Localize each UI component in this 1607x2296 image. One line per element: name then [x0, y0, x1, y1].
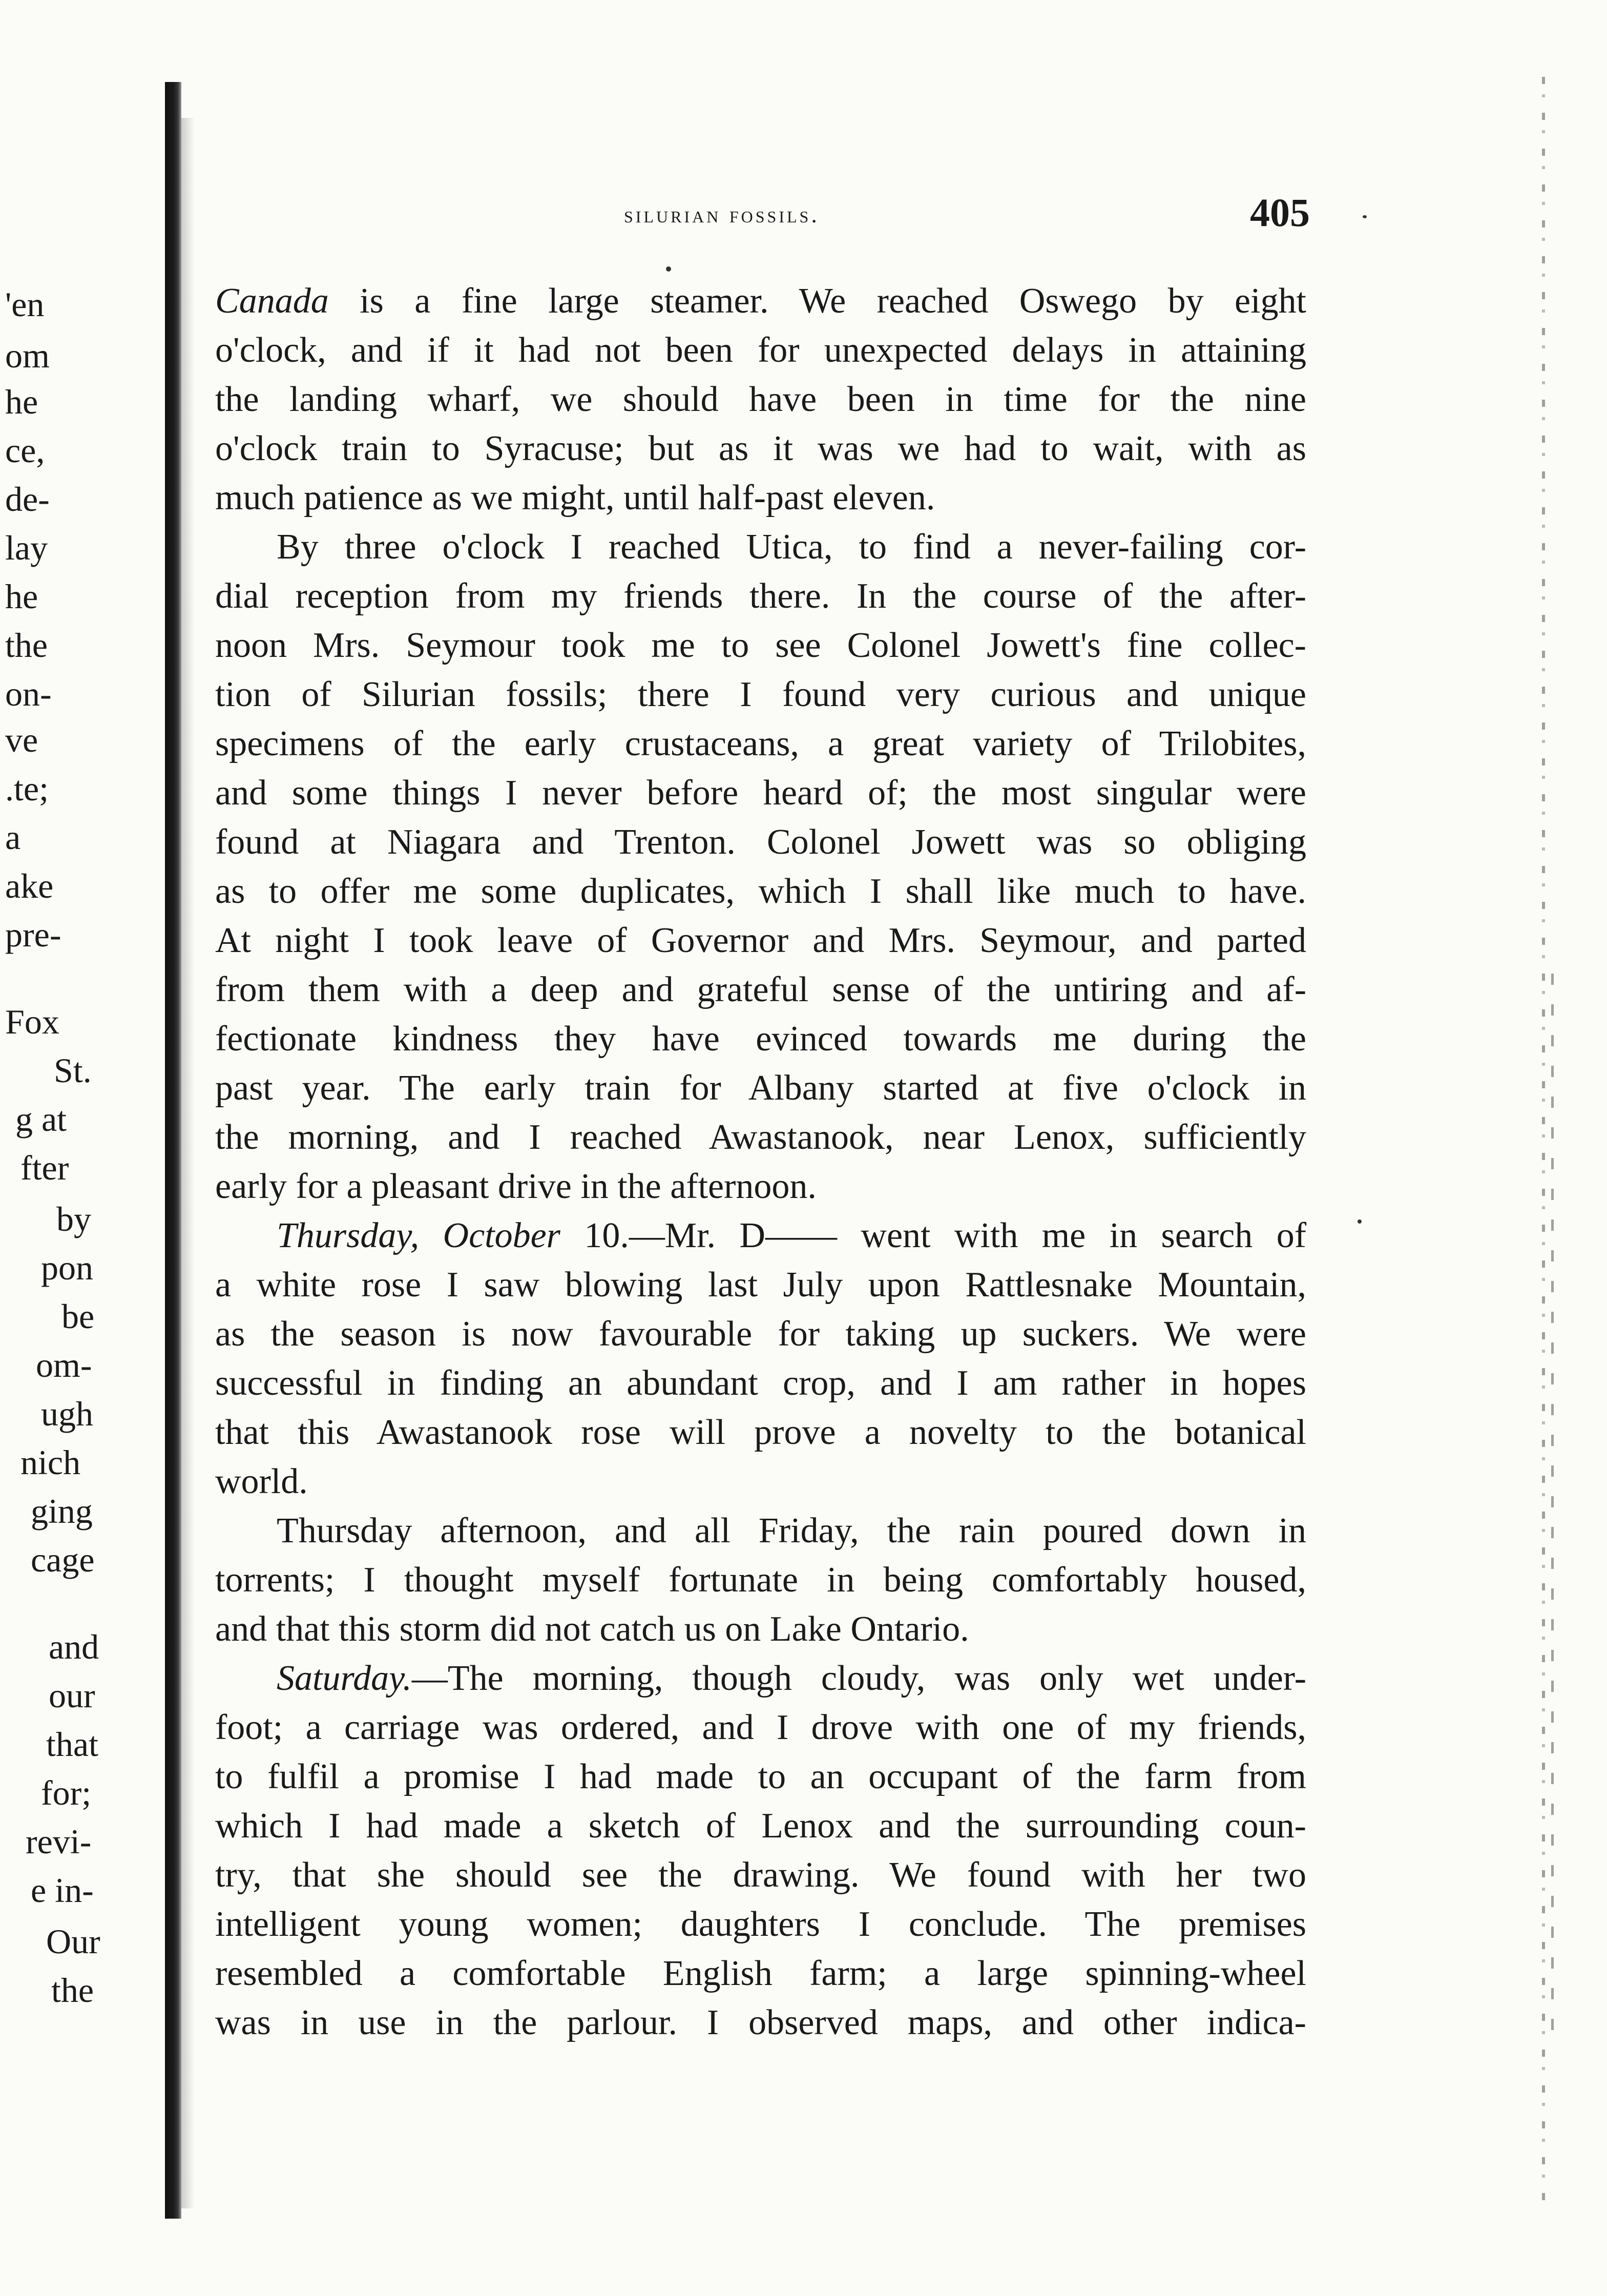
line-text: past year. The early train for Albany started at five o'clock in	[215, 1068, 1306, 1108]
facing-page-fragment: ve	[5, 720, 38, 759]
text-line	[215, 326, 1306, 375]
facing-page-fragment: 'en	[5, 285, 45, 324]
facing-page-fragment: Fox	[5, 1002, 59, 1041]
facing-page-fragment: he	[5, 577, 38, 616]
facing-page-fragment: ging	[31, 1492, 93, 1530]
text-line	[215, 1457, 1306, 1506]
line-text: is a fine large steamer. We reached Oswego by eight	[328, 281, 1306, 321]
line-text: try, that she should see the drawing. We found with her two	[215, 1855, 1306, 1895]
line-text: from them with a deep and grateful sense of the untiring and af-	[215, 970, 1306, 1009]
line-text: specimens of the early crustaceans, a great variety of Trilobites,	[215, 724, 1306, 763]
facing-page-fragment: Our	[46, 1922, 100, 1961]
line-text: intelligent young women; daughters I conclude. The premises	[215, 1905, 1306, 1944]
line-text: o'clock train to Syracuse; but as it was we had to wait, with as	[215, 429, 1306, 468]
italic-text: Thursday, October	[277, 1216, 560, 1255]
text-line	[215, 1211, 1306, 1260]
line-text: By three o'clock I reached Utica, to find a never-failing cor-	[277, 527, 1306, 567]
line-text: found at Niagara and Trenton. Colonel Jowett was so obliging	[215, 822, 1306, 862]
text-line	[215, 1113, 1306, 1162]
text-line	[215, 818, 1306, 867]
facing-page-fragment: lay	[5, 528, 48, 567]
body-text	[215, 277, 1306, 2047]
line-text: was in use in the parlour. I observed maps, and other indica-	[215, 2003, 1306, 2042]
line-text: world.	[215, 1462, 308, 1501]
text-line	[215, 1605, 1306, 1654]
facing-page-fragment: a	[5, 818, 21, 857]
text-line	[215, 523, 1306, 572]
facing-page-fragment: revi-	[26, 1822, 92, 1861]
line-text: —The morning, though cloudy, was only wet under-	[411, 1659, 1306, 1698]
speck	[1363, 215, 1367, 218]
facing-page-fragment: nich	[20, 1443, 81, 1482]
facing-page-fragment: om-	[36, 1346, 92, 1384]
line-text: as to offer me some duplicates, which I shall like much to have.	[215, 872, 1306, 911]
line-text: Thursday afternoon, and all Friday, the rain poured down in	[277, 1511, 1306, 1550]
page-number: 405	[1250, 190, 1310, 235]
text-line	[215, 867, 1306, 916]
facing-page-fragment: fter	[20, 1148, 69, 1187]
facing-page-fragment: that	[46, 1725, 98, 1764]
text-line	[215, 1556, 1306, 1605]
facing-page-fragment: ce,	[5, 431, 45, 470]
text-line	[215, 621, 1306, 670]
line-text: torrents; I thought myself fortunate in being comfortably housed,	[215, 1560, 1306, 1600]
text-line	[215, 1802, 1306, 1851]
text-line	[215, 572, 1306, 621]
facing-page-fragment: for;	[41, 1773, 92, 1812]
facing-page-fragment: be	[61, 1297, 95, 1336]
facing-page-fragment: de-	[5, 480, 50, 519]
text-line	[215, 1162, 1306, 1211]
line-text: which I had made a sketch of Lenox and the surrounding coun-	[215, 1806, 1306, 1846]
text-line	[215, 473, 1306, 523]
facing-page-fragment: ake	[5, 866, 54, 905]
line-text: fectionate kindness they have evinced towards me during the	[215, 1019, 1306, 1059]
paragraph	[215, 277, 1306, 523]
paragraph	[215, 1654, 1306, 2047]
line-text: as the season is now favourable for taking up suckers. We were	[215, 1314, 1306, 1354]
text-line	[215, 719, 1306, 769]
text-line	[215, 1506, 1306, 1556]
line-text: to fulfil a promise I had made to an occupant of the farm from	[215, 1757, 1306, 1796]
line-text: 10.—Mr. D—— went with me in search of	[560, 1216, 1307, 1255]
speck	[1358, 1219, 1362, 1224]
facing-page-fragment: on-	[5, 674, 52, 713]
facing-page-fragment: .te;	[5, 769, 49, 808]
facing-page-fragment: pon	[41, 1248, 93, 1287]
paragraph	[215, 1506, 1306, 1654]
facing-page-fragment: St.	[54, 1051, 92, 1090]
line-text: the landing wharf, we should have been in time for the nine	[215, 380, 1306, 419]
text-line	[215, 1359, 1306, 1408]
line-text: that this Awastanook rose will prove a novelty to the botanical	[215, 1413, 1306, 1452]
facing-page-fragment: the	[51, 1971, 94, 2010]
facing-page-fragment: cage	[31, 1540, 95, 1579]
line-text: early for a pleasant drive in the afternoon.	[215, 1167, 817, 1206]
facing-page-fragment: pre-	[5, 915, 61, 954]
text-line	[215, 1654, 1306, 1703]
facing-page-fragment: om	[5, 336, 50, 375]
text-line	[215, 424, 1306, 473]
line-text: o'clock, and if it had not been for unexpected delays in attaining	[215, 330, 1306, 370]
line-text: and some things I never before heard of; the most singular were	[215, 773, 1306, 813]
text-line	[215, 916, 1306, 965]
facing-page-fragment: g at	[15, 1100, 67, 1139]
text-line	[215, 965, 1306, 1015]
text-line	[215, 1900, 1306, 1949]
facing-page-fragment: ugh	[41, 1394, 93, 1433]
speck	[666, 266, 671, 272]
text-line	[215, 1949, 1306, 1998]
text-line	[215, 1260, 1306, 1310]
facing-page-fragment: and	[49, 1627, 99, 1666]
paragraph	[215, 1211, 1306, 1506]
line-text: a white rose I saw blowing last July upon Rattlesnake Mountain,	[215, 1265, 1306, 1305]
gutter-shadow	[181, 118, 195, 2208]
text-line	[215, 1015, 1306, 1064]
running-head: silurian fossils.	[624, 201, 820, 227]
facing-page-fragments	[0, 0, 154, 2296]
line-text: the morning, and I reached Awastanook, near Lenox, sufficiently	[215, 1118, 1306, 1157]
facing-page-fragment: he	[5, 382, 38, 421]
text-line	[215, 1752, 1306, 1802]
line-text: much patience as we might, until half-past eleven.	[215, 478, 935, 518]
paragraph	[215, 523, 1306, 1211]
text-line	[215, 670, 1306, 719]
line-text: and that this storm did not catch us on Lake Ontario.	[215, 1609, 969, 1649]
text-line	[215, 1310, 1306, 1359]
facing-page-fragment: by	[56, 1199, 91, 1238]
facing-page-fragment: e in-	[31, 1871, 94, 1910]
text-line	[215, 1064, 1306, 1113]
text-line	[215, 277, 1306, 326]
italic-text: Saturday.	[277, 1659, 412, 1698]
facing-page-fragment: our	[49, 1676, 95, 1715]
binding-gutter	[165, 82, 181, 2219]
line-text: At night I took leave of Governor and Mrs. Seymour, and parted	[215, 921, 1306, 960]
italic-text: Canada	[215, 281, 329, 321]
line-text: noon Mrs. Seymour took me to see Colonel Jowett's fine collec-	[215, 626, 1306, 665]
page-edge-secondary	[1551, 974, 1554, 2050]
text-line	[215, 1998, 1306, 2047]
text-line	[215, 769, 1306, 818]
text-line	[215, 1851, 1306, 1900]
line-text: foot; a carriage was ordered, and I drove with one of my friends,	[215, 1708, 1306, 1747]
facing-page-fragment: the	[5, 626, 48, 665]
line-text: resembled a comfortable English farm; a large spinning-wheel	[215, 1954, 1306, 1993]
page-edge	[1542, 77, 1545, 2203]
text-line	[215, 1408, 1306, 1457]
text-line	[215, 1703, 1306, 1752]
text-line	[215, 375, 1306, 424]
line-text: successful in finding an abundant crop, and I am rather in hopes	[215, 1363, 1306, 1403]
line-text: tion of Silurian fossils; there I found very curious and unique	[215, 675, 1306, 714]
line-text: dial reception from my friends there. In the course of the after-	[215, 576, 1306, 616]
